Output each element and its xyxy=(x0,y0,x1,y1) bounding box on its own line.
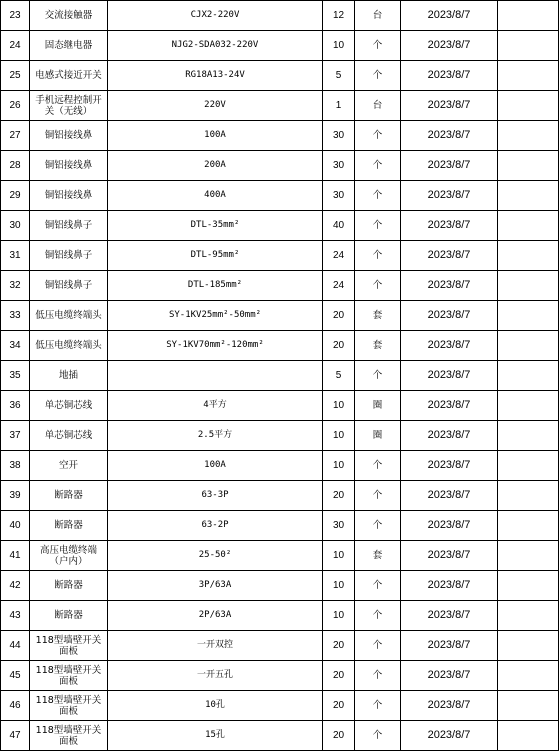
unit-cell: 套 xyxy=(355,541,401,571)
date-cell: 2023/8/7 xyxy=(401,421,498,451)
item-spec-cell: 一开双控 xyxy=(108,631,323,661)
table-body xyxy=(1,1,559,751)
table-row xyxy=(1,541,559,571)
remark-cell xyxy=(498,61,559,91)
item-name-cell: 高压电缆终端（户内） xyxy=(30,541,108,571)
date-cell: 2023/8/7 xyxy=(401,631,498,661)
date-cell: 2023/8/7 xyxy=(401,181,498,211)
date-cell: 2023/8/7 xyxy=(401,481,498,511)
table-row xyxy=(1,511,559,541)
remark-cell xyxy=(498,571,559,601)
row-number-cell: 23 xyxy=(1,1,30,31)
row-number-cell: 42 xyxy=(1,571,30,601)
table-row xyxy=(1,421,559,451)
table-row xyxy=(1,601,559,631)
item-spec-cell: NJG2-SDA032-220V xyxy=(108,31,323,61)
item-spec-cell: 15孔 xyxy=(108,721,323,751)
date-cell: 2023/8/7 xyxy=(401,331,498,361)
item-spec-cell: 4平方 xyxy=(108,391,323,421)
quantity-cell: 10 xyxy=(323,31,355,61)
unit-cell: 个 xyxy=(355,61,401,91)
table-row xyxy=(1,151,559,181)
item-name-cell: 铜铝线鼻子 xyxy=(30,211,108,241)
unit-cell: 个 xyxy=(355,571,401,601)
row-number-cell: 44 xyxy=(1,631,30,661)
table-row xyxy=(1,31,559,61)
unit-cell: 圈 xyxy=(355,421,401,451)
date-cell: 2023/8/7 xyxy=(401,1,498,31)
unit-cell: 个 xyxy=(355,361,401,391)
unit-cell: 个 xyxy=(355,631,401,661)
date-cell: 2023/8/7 xyxy=(401,391,498,421)
unit-cell: 个 xyxy=(355,151,401,181)
table-row xyxy=(1,691,559,721)
unit-cell: 个 xyxy=(355,511,401,541)
item-name-cell: 断路器 xyxy=(30,481,108,511)
date-cell: 2023/8/7 xyxy=(401,61,498,91)
table-row xyxy=(1,721,559,751)
row-number-cell: 46 xyxy=(1,691,30,721)
row-number-cell: 39 xyxy=(1,481,30,511)
unit-cell: 台 xyxy=(355,91,401,121)
item-name-cell: 断路器 xyxy=(30,511,108,541)
item-name-cell: 单芯铜芯线 xyxy=(30,421,108,451)
table-row xyxy=(1,301,559,331)
table-row xyxy=(1,361,559,391)
row-number-cell: 25 xyxy=(1,61,30,91)
table-row xyxy=(1,451,559,481)
item-spec-cell: 2.5平方 xyxy=(108,421,323,451)
item-name-cell: 铜铝接线鼻 xyxy=(30,151,108,181)
remark-cell xyxy=(498,391,559,421)
item-name-cell: 手机远程控制开关（无线） xyxy=(30,91,108,121)
item-name-cell: 铜铝接线鼻 xyxy=(30,121,108,151)
quantity-cell: 20 xyxy=(323,691,355,721)
item-spec-cell: SY-1KV25mm²-50mm² xyxy=(108,301,323,331)
date-cell: 2023/8/7 xyxy=(401,661,498,691)
date-cell: 2023/8/7 xyxy=(401,571,498,601)
row-number-cell: 34 xyxy=(1,331,30,361)
unit-cell: 个 xyxy=(355,181,401,211)
row-number-cell: 37 xyxy=(1,421,30,451)
row-number-cell: 30 xyxy=(1,211,30,241)
row-number-cell: 38 xyxy=(1,451,30,481)
item-spec-cell: 100A xyxy=(108,121,323,151)
quantity-cell: 10 xyxy=(323,451,355,481)
item-name-cell: 单芯铜芯线 xyxy=(30,391,108,421)
table-row xyxy=(1,91,559,121)
item-spec-cell: 2P/63A xyxy=(108,601,323,631)
remark-cell xyxy=(498,601,559,631)
row-number-cell: 28 xyxy=(1,151,30,181)
remark-cell xyxy=(498,661,559,691)
item-name-cell: 低压电缆终端头 xyxy=(30,301,108,331)
row-number-cell: 31 xyxy=(1,241,30,271)
quantity-cell: 5 xyxy=(323,361,355,391)
quantity-cell: 20 xyxy=(323,481,355,511)
item-spec-cell: DTL-35mm² xyxy=(108,211,323,241)
quantity-cell: 24 xyxy=(323,241,355,271)
table-row xyxy=(1,1,559,31)
remark-cell xyxy=(498,511,559,541)
row-number-cell: 26 xyxy=(1,91,30,121)
unit-cell: 个 xyxy=(355,481,401,511)
remark-cell xyxy=(498,301,559,331)
remark-cell xyxy=(498,181,559,211)
table-row xyxy=(1,211,559,241)
unit-cell: 个 xyxy=(355,31,401,61)
table-row xyxy=(1,661,559,691)
table-row xyxy=(1,181,559,211)
item-name-cell: 118型墙壁开关面板 xyxy=(30,661,108,691)
row-number-cell: 27 xyxy=(1,121,30,151)
item-spec-cell: DTL-95mm² xyxy=(108,241,323,271)
date-cell: 2023/8/7 xyxy=(401,151,498,181)
unit-cell: 个 xyxy=(355,211,401,241)
item-name-cell: 空开 xyxy=(30,451,108,481)
quantity-cell: 20 xyxy=(323,631,355,661)
item-name-cell: 断路器 xyxy=(30,601,108,631)
quantity-cell: 10 xyxy=(323,571,355,601)
item-name-cell: 低压电缆终端头 xyxy=(30,331,108,361)
item-spec-cell: DTL-185mm² xyxy=(108,271,323,301)
remark-cell xyxy=(498,121,559,151)
unit-cell: 圈 xyxy=(355,391,401,421)
remark-cell xyxy=(498,481,559,511)
table-row xyxy=(1,391,559,421)
remark-cell xyxy=(498,721,559,751)
item-spec-cell: 400A xyxy=(108,181,323,211)
remark-cell xyxy=(498,691,559,721)
item-spec-cell: 200A xyxy=(108,151,323,181)
item-spec-cell: 一开五孔 xyxy=(108,661,323,691)
table-row xyxy=(1,121,559,151)
unit-cell: 套 xyxy=(355,331,401,361)
quantity-cell: 20 xyxy=(323,661,355,691)
quantity-cell: 40 xyxy=(323,211,355,241)
unit-cell: 个 xyxy=(355,451,401,481)
remark-cell xyxy=(498,151,559,181)
item-name-cell: 118型墙壁开关面板 xyxy=(30,721,108,751)
date-cell: 2023/8/7 xyxy=(401,31,498,61)
quantity-cell: 1 xyxy=(323,91,355,121)
date-cell: 2023/8/7 xyxy=(401,301,498,331)
item-spec-cell: RG18A13-24V xyxy=(108,61,323,91)
row-number-cell: 47 xyxy=(1,721,30,751)
remark-cell xyxy=(498,541,559,571)
item-spec-cell: 100A xyxy=(108,451,323,481)
date-cell: 2023/8/7 xyxy=(401,511,498,541)
date-cell: 2023/8/7 xyxy=(401,211,498,241)
quantity-cell: 30 xyxy=(323,511,355,541)
date-cell: 2023/8/7 xyxy=(401,691,498,721)
row-number-cell: 40 xyxy=(1,511,30,541)
quantity-cell: 30 xyxy=(323,151,355,181)
table-row xyxy=(1,61,559,91)
row-number-cell: 45 xyxy=(1,661,30,691)
date-cell: 2023/8/7 xyxy=(401,541,498,571)
quantity-cell: 20 xyxy=(323,301,355,331)
date-cell: 2023/8/7 xyxy=(401,601,498,631)
table-row xyxy=(1,271,559,301)
remark-cell xyxy=(498,1,559,31)
remark-cell xyxy=(498,271,559,301)
item-spec-cell: 63-2P xyxy=(108,511,323,541)
item-spec-cell: 63-3P xyxy=(108,481,323,511)
remark-cell xyxy=(498,211,559,241)
row-number-cell: 32 xyxy=(1,271,30,301)
quantity-cell: 20 xyxy=(323,721,355,751)
quantity-cell: 30 xyxy=(323,121,355,151)
date-cell: 2023/8/7 xyxy=(401,91,498,121)
quantity-cell: 5 xyxy=(323,61,355,91)
quantity-cell: 10 xyxy=(323,391,355,421)
unit-cell: 个 xyxy=(355,691,401,721)
remark-cell xyxy=(498,241,559,271)
unit-cell: 个 xyxy=(355,121,401,151)
date-cell: 2023/8/7 xyxy=(401,271,498,301)
item-name-cell: 铜铝接线鼻 xyxy=(30,181,108,211)
item-name-cell: 铜铝线鼻子 xyxy=(30,241,108,271)
item-spec-cell: 220V xyxy=(108,91,323,121)
unit-cell: 个 xyxy=(355,661,401,691)
item-spec-cell: 3P/63A xyxy=(108,571,323,601)
item-spec-cell: CJX2-220V xyxy=(108,1,323,31)
item-name-cell: 地插 xyxy=(30,361,108,391)
remark-cell xyxy=(498,421,559,451)
row-number-cell: 43 xyxy=(1,601,30,631)
remark-cell xyxy=(498,91,559,121)
row-number-cell: 29 xyxy=(1,181,30,211)
row-number-cell: 41 xyxy=(1,541,30,571)
item-name-cell: 铜铝线鼻子 xyxy=(30,271,108,301)
row-number-cell: 24 xyxy=(1,31,30,61)
quantity-cell: 24 xyxy=(323,271,355,301)
item-spec-cell: 25-50² xyxy=(108,541,323,571)
remark-cell xyxy=(498,31,559,61)
row-number-cell: 35 xyxy=(1,361,30,391)
unit-cell: 个 xyxy=(355,721,401,751)
row-number-cell: 36 xyxy=(1,391,30,421)
date-cell: 2023/8/7 xyxy=(401,121,498,151)
remark-cell xyxy=(498,361,559,391)
date-cell: 2023/8/7 xyxy=(401,721,498,751)
table-row xyxy=(1,571,559,601)
item-name-cell: 固态继电器 xyxy=(30,31,108,61)
quantity-cell: 30 xyxy=(323,181,355,211)
unit-cell: 个 xyxy=(355,271,401,301)
remark-cell xyxy=(498,631,559,661)
unit-cell: 套 xyxy=(355,301,401,331)
date-cell: 2023/8/7 xyxy=(401,451,498,481)
item-name-cell: 交流接触器 xyxy=(30,1,108,31)
table-row xyxy=(1,331,559,361)
item-name-cell: 断路器 xyxy=(30,571,108,601)
item-name-cell: 118型墙壁开关面板 xyxy=(30,631,108,661)
date-cell: 2023/8/7 xyxy=(401,361,498,391)
remark-cell xyxy=(498,451,559,481)
item-spec-cell: 10孔 xyxy=(108,691,323,721)
row-number-cell: 33 xyxy=(1,301,30,331)
item-name-cell: 118型墙壁开关面板 xyxy=(30,691,108,721)
quantity-cell: 10 xyxy=(323,601,355,631)
remark-cell xyxy=(498,331,559,361)
unit-cell: 个 xyxy=(355,601,401,631)
item-name-cell: 电感式接近开关 xyxy=(30,61,108,91)
unit-cell: 个 xyxy=(355,241,401,271)
table-row xyxy=(1,631,559,661)
quantity-cell: 10 xyxy=(323,421,355,451)
item-spec-cell xyxy=(108,361,323,391)
date-cell: 2023/8/7 xyxy=(401,241,498,271)
item-spec-cell: SY-1KV70mm²-120mm² xyxy=(108,331,323,361)
quantity-cell: 20 xyxy=(323,331,355,361)
table-row xyxy=(1,241,559,271)
table-row xyxy=(1,481,559,511)
quantity-cell: 12 xyxy=(323,1,355,31)
unit-cell: 台 xyxy=(355,1,401,31)
quantity-cell: 10 xyxy=(323,541,355,571)
